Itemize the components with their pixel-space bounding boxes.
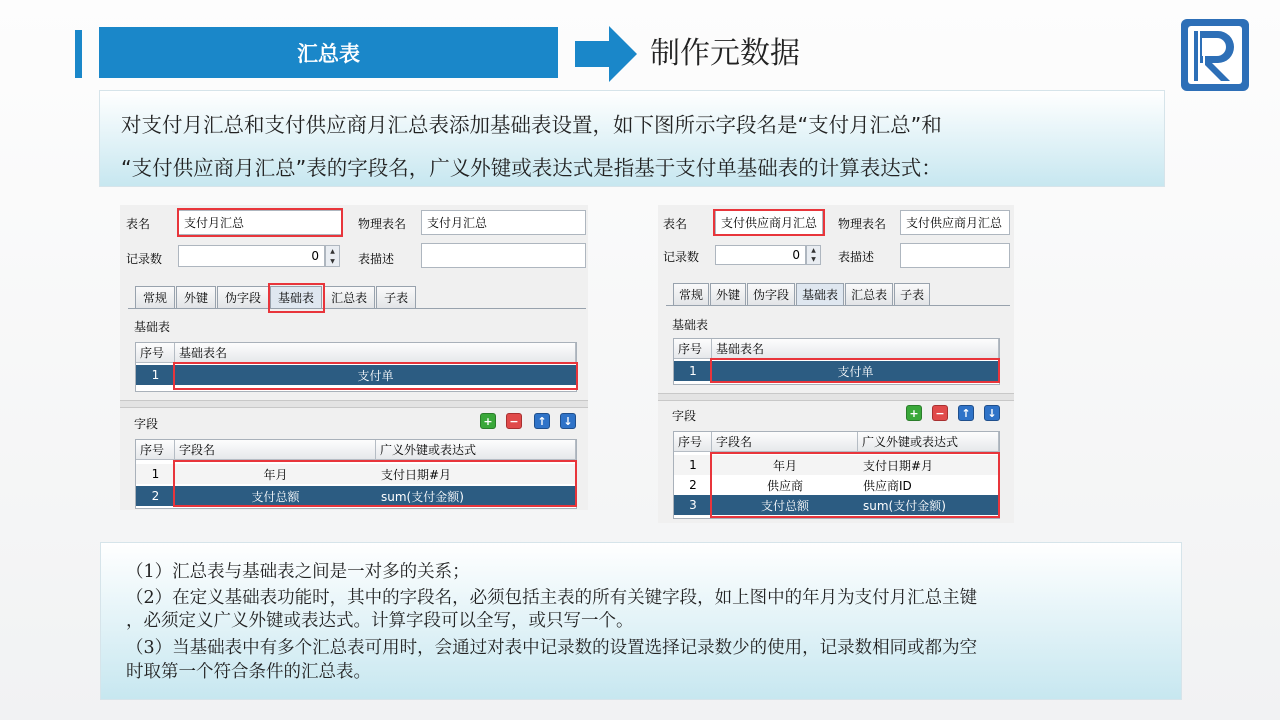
table-row[interactable] (136, 365, 576, 385)
tab-bar (135, 286, 417, 308)
table-row[interactable] (674, 361, 999, 381)
tab-sub-table[interactable]: 子表 (376, 286, 416, 308)
note-line-2: （2）在定义基础表功能时，其中的字段名，必须包括主表的所有关键字段，如上图中的年月为支付月汇总主键 (126, 588, 978, 608)
base-row-name: 支付单 (357, 368, 394, 383)
base-header-no: 序号 (136, 343, 175, 363)
field-header-expr: 广义外键或表达式 (376, 440, 576, 460)
base-header-name: 基础表名 (712, 339, 999, 359)
field-row-expr: 供应商ID (863, 478, 912, 493)
table-name-label: 表名 (663, 217, 688, 231)
field-row-no: 1 (689, 458, 697, 472)
header-accent-bar (75, 30, 82, 78)
move-down-icon[interactable]: ↓ (984, 405, 1000, 421)
field-header-name: 字段名 (712, 432, 858, 452)
tab-summary-table[interactable]: 汇总表 (845, 283, 893, 305)
record-count-label: 记录数 (663, 250, 700, 264)
tab-general[interactable]: 常规 (135, 286, 175, 308)
move-down-icon[interactable]: ↓ (560, 413, 576, 429)
base-table-grid (135, 342, 577, 392)
base-header-name: 基础表名 (175, 343, 576, 363)
field-row-no: 2 (151, 489, 160, 503)
section-title (99, 27, 558, 78)
field-header-no: 序号 (674, 432, 712, 452)
spin-up-icon[interactable]: ▲ (811, 247, 816, 254)
spin-up-icon[interactable]: ▲ (330, 247, 335, 255)
panel-payment-monthly (120, 205, 588, 510)
field-section-label: 字段 (134, 417, 159, 431)
tab-underline (128, 308, 586, 309)
add-icon[interactable]: + (906, 405, 922, 421)
field-row-name: 支付总额 (760, 498, 809, 513)
field-row-name: 支付总额 (251, 489, 300, 504)
tab-foreign-key[interactable]: 外键 (176, 286, 216, 308)
splitter-handle[interactable] (120, 400, 588, 408)
field-row-expr: 支付日期#月 (381, 467, 452, 482)
description-line-1: 对支付月汇总和支付供应商月汇总表添加基础表设置，如下图所示字段名是“支付月汇总”和 (121, 113, 942, 137)
add-icon[interactable]: + (480, 413, 496, 429)
record-count-input[interactable]: 0 (715, 245, 806, 265)
table-name-input[interactable]: 支付月汇总 (178, 210, 342, 235)
tab-base-table[interactable]: 基础表 (796, 283, 844, 305)
field-header-expr: 广义外键或表达式 (858, 432, 999, 452)
splitter-handle[interactable] (658, 393, 1014, 401)
table-row[interactable] (136, 464, 576, 484)
table-name-label: 表名 (126, 217, 151, 231)
spin-down-icon[interactable]: ▼ (330, 257, 335, 265)
field-row-no: 2 (689, 478, 697, 492)
tab-pseudo-field[interactable]: 伪字段 (217, 286, 269, 308)
base-section-label: 基础表 (134, 320, 171, 334)
physical-name-input[interactable]: 支付供应商月汇总 (900, 210, 1010, 235)
move-up-icon[interactable]: ↑ (958, 405, 974, 421)
field-row-expr: sum(支付金额) (863, 498, 946, 513)
table-desc-input[interactable] (421, 243, 586, 268)
field-row-no: 1 (151, 467, 160, 481)
field-row-name: 供应商 (766, 478, 803, 493)
note-line-1: （1）汇总表与基础表之间是一对多的关系； (126, 562, 470, 582)
base-section-label: 基础表 (672, 318, 709, 332)
tab-general[interactable]: 常规 (673, 283, 709, 305)
field-grid (135, 439, 577, 509)
field-header-name: 字段名 (175, 440, 376, 460)
field-section-label: 字段 (672, 409, 697, 423)
field-row-name: 年月 (772, 458, 797, 473)
tab-foreign-key[interactable]: 外键 (710, 283, 746, 305)
delete-icon[interactable]: − (932, 405, 948, 421)
arrow-right-icon (575, 26, 637, 82)
table-row[interactable] (674, 475, 999, 495)
tab-base-table[interactable]: 基础表 (270, 286, 322, 308)
notes-box (100, 542, 1182, 700)
record-count-stepper[interactable] (325, 245, 340, 267)
base-table-grid (673, 338, 1000, 385)
table-row[interactable] (674, 455, 999, 475)
note-line-5: 时取第一个符合条件的汇总表。 (126, 662, 371, 682)
table-row[interactable] (136, 486, 576, 506)
field-row-no: 3 (689, 498, 697, 512)
spin-down-icon[interactable]: ▼ (811, 256, 816, 263)
table-desc-label: 表描述 (358, 252, 395, 266)
raqsoft-logo-icon (1180, 18, 1250, 92)
field-row-expr: sum(支付金额) (381, 489, 464, 504)
tab-summary-table[interactable]: 汇总表 (323, 286, 375, 308)
base-row-no: 1 (689, 364, 697, 378)
description-box (99, 90, 1165, 187)
tab-underline (666, 305, 1010, 306)
physical-name-label: 物理表名 (838, 217, 887, 231)
note-line-4: （3）当基础表中有多个汇总表可用时，会通过对表中记录数的设置选择记录数少的使用，记录数相同或都为空 (126, 638, 978, 658)
panel-payment-supplier-monthly (658, 205, 1014, 523)
table-name-input[interactable]: 支付供应商月汇总 (715, 210, 823, 235)
description-line-2: “支付供应商月汇总”表的字段名，广义外键或表达式是指基于支付单基础表的计算表达式： (121, 156, 942, 180)
base-row-no: 1 (151, 368, 160, 382)
record-count-stepper[interactable] (806, 245, 821, 265)
move-up-icon[interactable]: ↑ (534, 413, 550, 429)
tab-pseudo-field[interactable]: 伪字段 (747, 283, 795, 305)
section-title-text: 汇总表 (297, 41, 360, 66)
tab-sub-table[interactable]: 子表 (894, 283, 930, 305)
field-row-name: 年月 (263, 467, 288, 482)
page-subtitle: 制作元数据 (650, 36, 800, 71)
record-count-label: 记录数 (126, 252, 163, 266)
base-header-no: 序号 (674, 339, 712, 359)
physical-name-input[interactable]: 支付月汇总 (421, 210, 586, 235)
field-grid (673, 431, 1000, 519)
tab-bar (673, 283, 931, 305)
field-row-expr: 支付日期#月 (863, 458, 934, 473)
field-header-no: 序号 (136, 440, 175, 460)
base-row-name: 支付单 (837, 364, 874, 379)
table-desc-input[interactable] (900, 243, 1010, 268)
delete-icon[interactable]: − (506, 413, 522, 429)
record-count-input[interactable]: 0 (178, 245, 325, 267)
note-line-3: ，必须定义广义外键或表达式。计算字段可以全写，或只写一个。 (126, 611, 634, 631)
physical-name-label: 物理表名 (358, 217, 407, 231)
table-row[interactable] (674, 495, 999, 515)
table-desc-label: 表描述 (838, 250, 875, 264)
